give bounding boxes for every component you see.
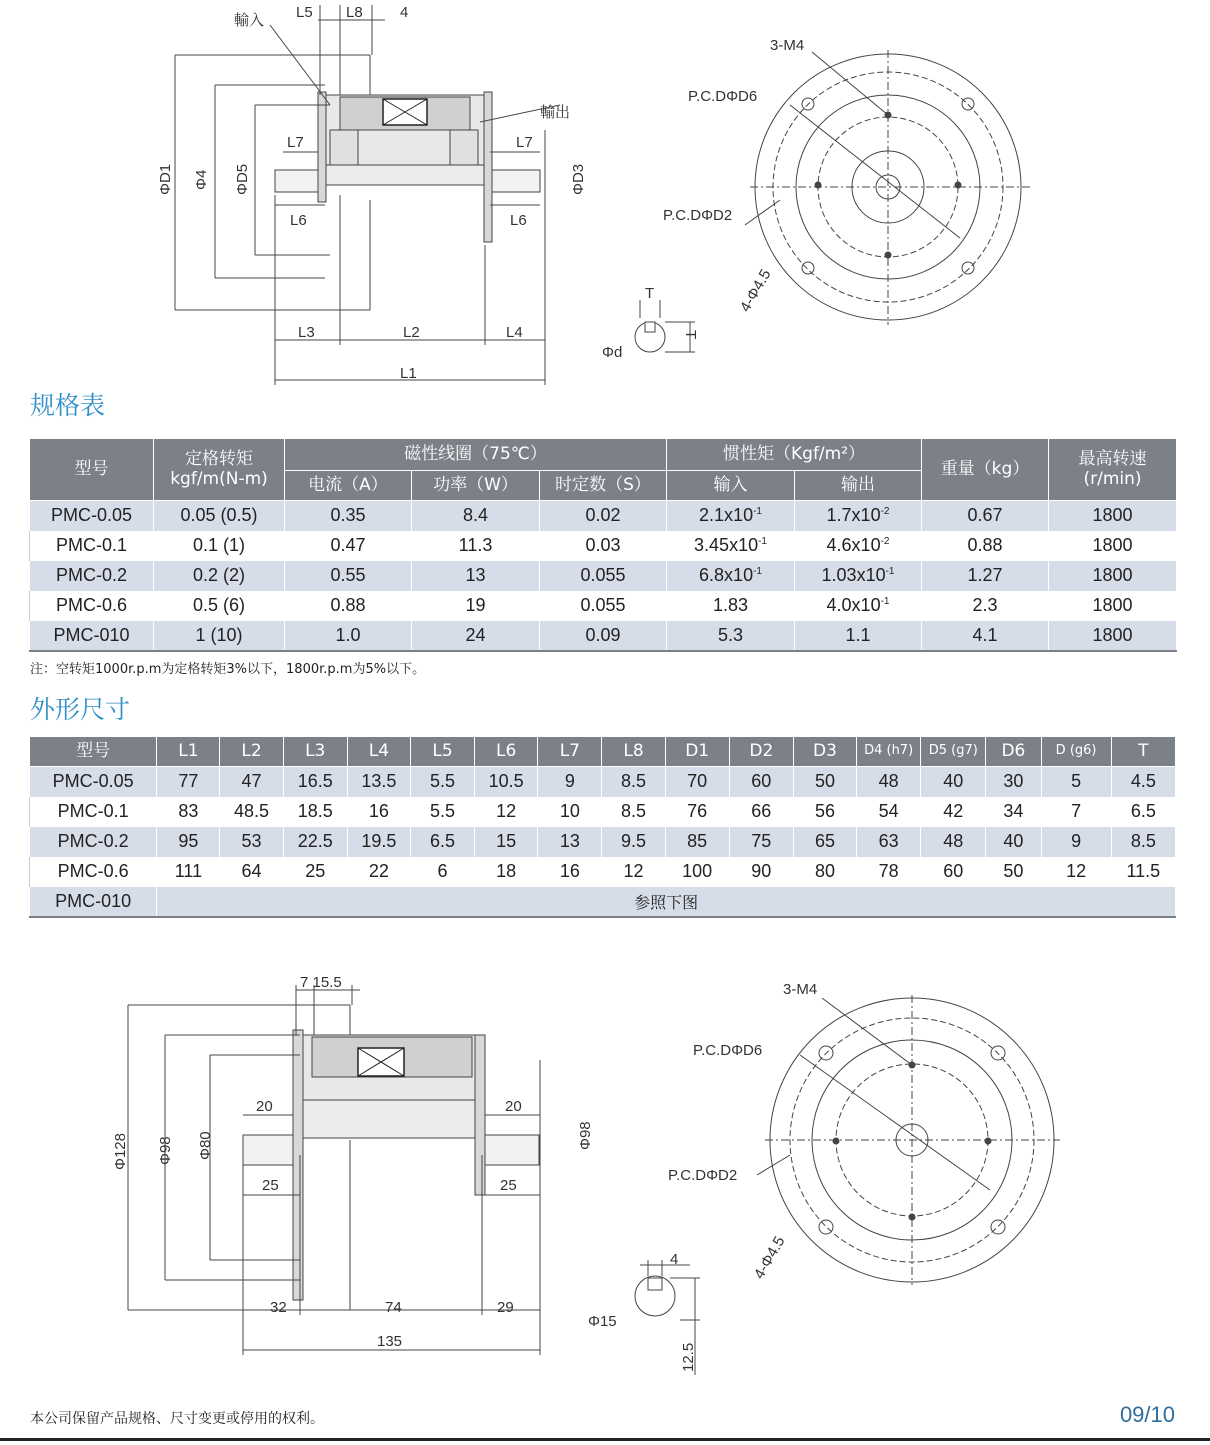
dim-cell: 16	[347, 797, 410, 827]
dim-cell: 22	[347, 857, 410, 887]
bottom-pcd-d6-label: P.C.DΦD6	[693, 1042, 763, 1059]
l32-label: 32	[270, 1299, 287, 1316]
dim-cell: 9.5	[602, 827, 665, 857]
spec-cell-current: 0.55	[285, 561, 412, 591]
pcd-d6-label: P.C.DΦD6	[688, 88, 758, 105]
dim-cell: 30	[986, 767, 1041, 797]
dim-header-cell: T	[1111, 737, 1175, 767]
dim-cell: 50	[793, 767, 856, 797]
header-inertia: 惯性矩（Kgf/m²）	[667, 439, 922, 471]
spec-cell-inertia-output: $1.7x10^{-2}$	[795, 501, 922, 531]
l135-label: 135	[377, 1333, 403, 1350]
spec-cell-power: 13	[412, 561, 540, 591]
dim-cell: 12	[475, 797, 538, 827]
d80-label: Φ80	[197, 1131, 214, 1160]
spec-cell-current: 1.0	[285, 621, 412, 651]
k125-label: 12.5	[680, 1342, 697, 1372]
top-dims-label: 7 15.5	[300, 974, 342, 991]
spec-row	[30, 561, 1177, 591]
spec-cell-speed: 1800	[1049, 591, 1177, 621]
dim-cell: 6	[410, 857, 474, 887]
spec-cell-power: 24	[412, 621, 540, 651]
bottom-rule	[0, 1438, 1210, 1441]
dim-cell: 80	[793, 857, 856, 887]
dim-cell: 9	[538, 767, 602, 797]
dim-cell: 70	[665, 767, 729, 797]
dim-cell: 56	[793, 797, 856, 827]
spec-cell-speed: 1800	[1049, 621, 1177, 651]
dim-cell: 16	[538, 857, 602, 887]
dim-cell: 60	[921, 857, 986, 887]
header-time-const: 时定数（S）	[540, 471, 667, 501]
l1-label: L1	[400, 365, 417, 382]
holes-label: 4-Φ4.5	[736, 266, 775, 315]
pcd-d2-label: P.C.DΦD2	[663, 207, 733, 224]
dim-cell: 63	[857, 827, 921, 857]
w20-right-label: 20	[505, 1098, 522, 1115]
dim-cell: 5.5	[410, 797, 474, 827]
spec-cell-torque: 0.5 (6)	[154, 591, 285, 621]
dim-cell: 54	[857, 797, 921, 827]
d1-label: ΦD1	[157, 163, 174, 195]
l7-left-label: L7	[287, 134, 304, 151]
w25-left-label: 25	[262, 1177, 279, 1194]
dimension-table	[29, 736, 1176, 918]
dim-cell: 95	[157, 827, 220, 857]
spec-cell-inertia-input: $2.1x10^{-1}$	[667, 501, 795, 531]
header-model: 型号	[30, 439, 154, 501]
t-side-label: T	[682, 330, 699, 340]
dim-cell: 22.5	[283, 827, 347, 857]
dim-cell: 5.5	[410, 767, 474, 797]
spec-cell-inertia-output: $4.6x10^{-2}$	[795, 531, 922, 561]
l74-label: 74	[385, 1299, 402, 1316]
dim-header-cell: L4	[347, 737, 410, 767]
spec-note: 注：空转矩1000r.p.m为定格转矩3%以下，1800r.p.m为5%以下。	[30, 662, 426, 677]
dim-cell: 19.5	[347, 827, 410, 857]
top-technical-drawing	[0, 0, 1210, 395]
dim-cell: 50	[986, 857, 1041, 887]
l8-label: L8	[346, 4, 363, 21]
t-label: T	[645, 285, 655, 302]
dim-cell: 100	[665, 857, 729, 887]
dim-cell-model: PMC-010	[30, 887, 157, 917]
spec-cell-time: 0.055	[540, 561, 667, 591]
spec-cell-power: 19	[412, 591, 540, 621]
key4-label: 4	[670, 1251, 679, 1268]
spec-cell-power: 11.3	[412, 531, 540, 561]
l7-right-label: L7	[516, 134, 533, 151]
dim-cell: 15	[475, 827, 538, 857]
spec-cell-time: 0.03	[540, 531, 667, 561]
spec-cell-inertia-output: $4.0x10^{-1}$	[795, 591, 922, 621]
l6-right-label: L6	[510, 212, 527, 229]
dim-header-cell: L5	[410, 737, 474, 767]
dim-cell: 4.5	[1111, 767, 1175, 797]
spec-cell-weight: 0.67	[922, 501, 1049, 531]
dim-row	[30, 797, 1176, 827]
dim-section-title: 外形尺寸	[30, 695, 131, 724]
w25-right-label: 25	[500, 1177, 517, 1194]
dim-cell: PMC-0.6	[30, 857, 157, 887]
dim-cell: 78	[857, 857, 921, 887]
l5-label: L5	[296, 4, 313, 21]
dim-cell: 42	[921, 797, 986, 827]
spec-cell-inertia-input: 1.83	[667, 591, 795, 621]
spec-cell-torque: 0.2 (2)	[154, 561, 285, 591]
spec-table	[29, 438, 1177, 652]
spec-cell-current: 0.35	[285, 501, 412, 531]
dim-cell: 83	[157, 797, 220, 827]
dim-cell: 111	[157, 857, 220, 887]
spec-cell-inertia-output: $1.03x10^{-1}$	[795, 561, 922, 591]
dim-cell: 77	[157, 767, 220, 797]
dim-header-cell: L1	[157, 737, 220, 767]
dim-cell: PMC-0.1	[30, 797, 157, 827]
dim-header-cell: 型号	[30, 737, 157, 767]
l29-label: 29	[497, 1299, 514, 1316]
bottom-technical-drawing	[0, 960, 1210, 1400]
dim-cell: 7	[1041, 797, 1111, 827]
dim-row	[30, 827, 1176, 857]
header-power: 功率（W）	[412, 471, 540, 501]
dim-cell: 65	[793, 827, 856, 857]
dim-cell: 40	[921, 767, 986, 797]
spec-row	[30, 621, 1177, 651]
spec-cell-torque: 0.05 (0.5)	[154, 501, 285, 531]
dim-cell: 13.5	[347, 767, 410, 797]
spec-cell-weight: 2.3	[922, 591, 1049, 621]
dim-cell: 10.5	[475, 767, 538, 797]
spec-cell-time: 0.02	[540, 501, 667, 531]
dim-cell: 48	[921, 827, 986, 857]
dim-cell: 6.5	[410, 827, 474, 857]
spec-cell-torque: 1 (10)	[154, 621, 285, 651]
dim-cell: 48	[857, 767, 921, 797]
dim-header-cell: D1	[665, 737, 729, 767]
w20-left-label: 20	[256, 1098, 273, 1115]
dim-cell: 47	[220, 767, 283, 797]
dim-header-cell: L3	[283, 737, 347, 767]
d128-label: Φ128	[112, 1133, 129, 1170]
d98-left-label: Φ98	[157, 1136, 174, 1165]
dim-4-label: 4	[400, 4, 409, 21]
spec-cell-time: 0.055	[540, 591, 667, 621]
spec-cell-torque: 0.1 (1)	[154, 531, 285, 561]
d3-label: ΦD3	[570, 163, 587, 195]
header-torque: 定格转矩 kgf/m(N-m)	[154, 439, 285, 501]
m4-label: 3-M4	[770, 37, 805, 54]
dim-cell: PMC-0.2	[30, 827, 157, 857]
dim-header-cell: D2	[729, 737, 793, 767]
dim-cell: 6.5	[1111, 797, 1175, 827]
dim-cell: 85	[665, 827, 729, 857]
dim-header-cell: L2	[220, 737, 283, 767]
spec-cell-inertia-output: 1.1	[795, 621, 922, 651]
dim-row	[30, 767, 1176, 797]
dim-header-cell: D4 (h7)	[857, 737, 921, 767]
spec-cell-model: PMC-0.2	[30, 561, 154, 591]
dim-header-cell: D5 (g7)	[921, 737, 986, 767]
spec-cell-model: PMC-0.6	[30, 591, 154, 621]
dim-cell: 11.5	[1111, 857, 1175, 887]
dim-cell: 9	[1041, 827, 1111, 857]
phi15-label: Φ15	[588, 1313, 617, 1330]
spec-cell-current: 0.88	[285, 591, 412, 621]
dim-cell: 25	[283, 857, 347, 887]
header-weight: 重量（kg）	[922, 439, 1049, 501]
input-label: 輸入	[234, 12, 265, 29]
bottom-holes-label: 4-Φ4.5	[750, 1233, 789, 1282]
spec-row	[30, 501, 1177, 531]
spec-cell-model: PMC-0.1	[30, 531, 154, 561]
dim-cell: 12	[602, 857, 665, 887]
spec-cell-inertia-input: 5.3	[667, 621, 795, 651]
bottom-m4-label: 3-M4	[783, 981, 818, 998]
dim-cell: 48.5	[220, 797, 283, 827]
spec-row	[30, 591, 1177, 621]
dim-header-cell: L8	[602, 737, 665, 767]
spec-cell-model: PMC-0.05	[30, 501, 154, 531]
spec-cell-current: 0.47	[285, 531, 412, 561]
dim-header-cell: D6	[986, 737, 1041, 767]
l3-label: L3	[298, 324, 315, 341]
spec-row	[30, 531, 1177, 561]
dim-cell: 12	[1041, 857, 1111, 887]
dim-cell: 5	[1041, 767, 1111, 797]
spec-cell-weight: 0.88	[922, 531, 1049, 561]
l2-label: L2	[403, 324, 420, 341]
dim-cell: 76	[665, 797, 729, 827]
spec-cell-inertia-input: $3.45x10^{-1}$	[667, 531, 795, 561]
dim-cell: 8.5	[602, 797, 665, 827]
dim-row	[30, 857, 1176, 887]
dim-header-cell: D (g6)	[1041, 737, 1111, 767]
d5-label: ΦD5	[234, 163, 251, 195]
page-number: 09/10	[1119, 1402, 1175, 1427]
dim-cell: 8.5	[602, 767, 665, 797]
dim-cell: 34	[986, 797, 1041, 827]
dim-cell: 75	[729, 827, 793, 857]
l6-left-label: L6	[290, 212, 307, 229]
output-label: 輸出	[540, 104, 571, 121]
spec-cell-speed: 1800	[1049, 561, 1177, 591]
dim-cell: 64	[220, 857, 283, 887]
dim-cell: 18	[475, 857, 538, 887]
footer-disclaimer: 本公司保留产品规格、尺寸变更或停用的权利。	[30, 1411, 324, 1427]
phid-label: Φd	[602, 344, 623, 361]
dim-cell: 60	[729, 767, 793, 797]
header-max-speed: 最高转速 (r/min)	[1049, 439, 1177, 501]
header-output: 输出	[795, 471, 922, 501]
spec-cell-weight: 4.1	[922, 621, 1049, 651]
d98-right-label: Φ98	[577, 1121, 594, 1150]
dim-header-cell: D3	[793, 737, 856, 767]
header-current: 电流（A）	[285, 471, 412, 501]
dim-cell: PMC-0.05	[30, 767, 157, 797]
spec-cell-speed: 1800	[1049, 501, 1177, 531]
header-coil: 磁性线圈（75℃）	[285, 439, 667, 471]
dim-header-cell: L7	[538, 737, 602, 767]
phi4-label: Φ4	[193, 169, 210, 190]
dim-cell: 18.5	[283, 797, 347, 827]
dim-cell: 40	[986, 827, 1041, 857]
dim-cell: 10	[538, 797, 602, 827]
dim-cell-see-below: 参照下图	[157, 887, 1176, 917]
l4-label: L4	[506, 324, 523, 341]
spec-cell-speed: 1800	[1049, 531, 1177, 561]
spec-section-title: 规格表	[30, 391, 106, 420]
dim-cell: 16.5	[283, 767, 347, 797]
bottom-pcd-d2-label: P.C.DΦD2	[668, 1167, 738, 1184]
dim-cell: 90	[729, 857, 793, 887]
dim-cell: 53	[220, 827, 283, 857]
dim-cell: 66	[729, 797, 793, 827]
dim-header-cell: L6	[475, 737, 538, 767]
spec-cell-power: 8.4	[412, 501, 540, 531]
spec-cell-time: 0.09	[540, 621, 667, 651]
spec-cell-inertia-input: $6.8x10^{-1}$	[667, 561, 795, 591]
spec-cell-model: PMC-010	[30, 621, 154, 651]
dim-row-last	[30, 887, 1176, 917]
header-input: 输入	[667, 471, 795, 501]
dim-cell: 13	[538, 827, 602, 857]
dim-cell: 8.5	[1111, 827, 1175, 857]
spec-cell-weight: 1.27	[922, 561, 1049, 591]
